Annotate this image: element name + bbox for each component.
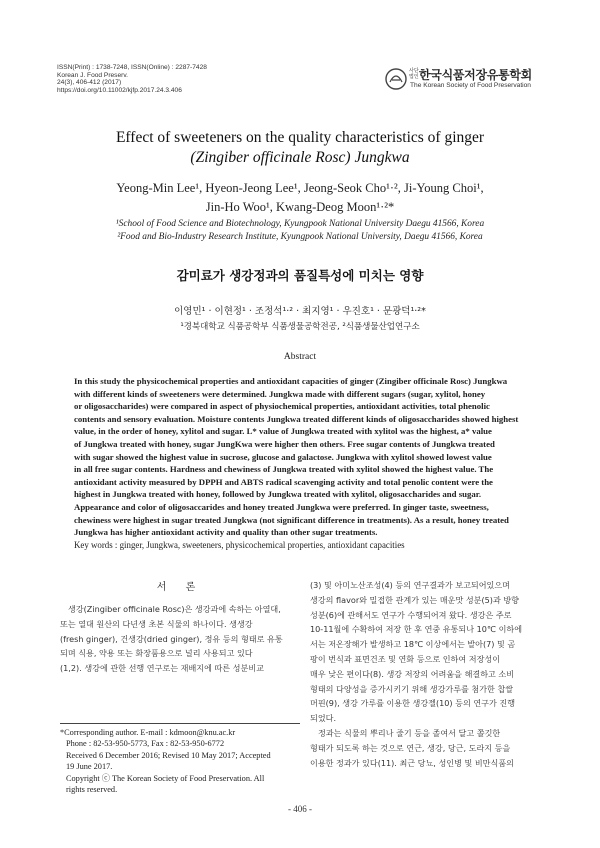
page-number: - 406 -: [288, 804, 312, 814]
affiliation-1: ¹School of Food Science and Biotechnology, Kyungpook National University Daegu 41566, Korea: [115, 219, 485, 229]
body-line: 머핀(9), 생강 가루를 이용한 생강젤(10) 등의 연구가 진행: [310, 698, 516, 709]
body-line: 정과는 식물의 뿌리나 줄기 등을 졸여서 달고 쫄깃한: [318, 727, 501, 738]
accepted-date: 19 June 2017.: [66, 762, 113, 772]
authors-line-2: Jin-Ho Woo¹, Kwang-Deog Moon¹·²*: [205, 200, 395, 214]
body-line: 생강의 flavor와 밀접한 관계가 있는 매운맛 성분(5)과 방향: [310, 594, 519, 605]
intro-left-column: [60, 602, 300, 676]
society-name-korean: 한국식품저장유통학회: [419, 68, 532, 82]
body-line: 매우 낮은 편이다(8). 생강 저장의 어려움을 해결하고 소비: [310, 668, 515, 679]
received-dates: Received 6 December 2016; Revised 10 May 2017; Accepted: [66, 750, 271, 760]
abstract-line: with different kinds of sweeteners were determined. Jungkwa made with different sugars (sugar, xylitol, honey: [74, 388, 486, 399]
korean-authors: 이영민¹ · 이현정¹ · 조정석¹·² · 최지영¹ · 우진호¹ · 문광덕¹·²*: [174, 306, 426, 317]
abstract-body: [74, 375, 532, 539]
body-line: 성분(6)에 관해서도 연구가 수행되어져 왔다. 생강은 주로: [310, 609, 512, 620]
abstract-line: antioxidant activity measured by DPPH and ABTS radical scavenging activity and total penolic content were the: [74, 476, 493, 487]
abstract-line: with sugar showed the highest value in sucrose, glucose and galactose. Jungkwa with xylitol showed lowest value: [74, 451, 492, 462]
paper-title-line-2: (Zingiber officinale Rosc) Jungkwa: [190, 149, 410, 166]
affiliation-2: ²Food and Bio-Industry Research Institute, Kyungpook National University, Daegu 41566, Korea: [117, 232, 483, 242]
authors-line-1: Yeong-Min Lee¹, Hyeon-Jeong Lee¹, Jeong-Seok Cho¹·², Ji-Young Choi¹,: [116, 181, 484, 195]
korean-affiliation: ¹경북대학교 식품공학부 식품생물공학전공, ²식품생물산업연구소: [180, 322, 420, 332]
body-line: 형태가 되도록 하는 것으로 연근, 생강, 당근, 도라지 등을: [310, 742, 511, 753]
footnote: [60, 727, 304, 795]
journal-info: [57, 64, 207, 94]
society-emblem-icon: [384, 66, 408, 90]
body-line: 10-11월에 수확하여 저장 한 후 연중 유통되나 10℃ 이하에: [310, 624, 523, 635]
section-heading-introduction: 서 론: [156, 582, 204, 593]
abstract-line: or oligosaccharides) were compared in aspect of physiochemical properties, antioxidant activities, total phenolic: [74, 401, 490, 412]
abstract-line: Appearance and color of oligosaccarides and honey treated Jungkwa were preferred. In ginger taste, sweetness,: [74, 501, 489, 512]
abstract-heading: Abstract: [283, 352, 317, 362]
abstract-line: value, in the order of honey, xylitol and sugar. L* value of Jungkwa treated with xylitol was the highest, a* value: [74, 426, 492, 437]
corresponding-author: *Corresponding author. E-mail : kdmoon@knu.ac.kr: [60, 728, 236, 737]
abstract-line: contents and sensory evaluation. Moisture contents Jungkwa treated different kinds of oligosaccharides showed highest: [74, 413, 519, 424]
body-line: 팡이 번식과 표면건조 및 연화 등으로 인하여 저장성이: [310, 653, 501, 664]
korean-title: 감미료가 생강정과의 품질특성에 미치는 영향: [176, 268, 424, 283]
paper-title-line-1: Effect of sweeteners on the quality characteristics of ginger: [115, 129, 485, 146]
abstract-line: of Jungkwa treated with honey, sugar JungKwa were higher then others. Free sugar contents of Jungkwa treated: [74, 438, 495, 449]
society-logo: [384, 66, 552, 96]
species-name: Zingiber officinale Rosc: [195, 149, 346, 166]
body-line: 또는 열대 원산의 다년생 초본 식물의 하나이다. 생생강: [60, 618, 253, 629]
copyright-line: Copyright ⓒ The Korean Society of Food Preservation. All: [66, 773, 265, 783]
copyright-rights: rights reserved.: [66, 785, 118, 795]
body-line: 생강(Zingiber officinale Rosc)은 생강과에 속하는 아열대,: [68, 604, 281, 614]
abstract-line: In this study the physicochemical properties and antioxidant capacities of ginger (Zingiber officinale Rosc) Jungkwa: [74, 376, 508, 386]
body-line: 되었다.: [310, 713, 337, 724]
issn-line: ISSN(Print) : 1738-7248, ISSN(Online) : 2287-7428: [57, 64, 207, 71]
journal-name: Korean J. Food Preserv.: [57, 71, 128, 79]
contact-phone: Phone : 82-53-950-5773, Fax : 82-53-950-6772: [66, 739, 225, 749]
abstract-line: in all free sugar contents. Hardness and chewiness of Jungkwa treated with xylitol showed the highest value. The: [74, 464, 494, 475]
body-line: 형태의 다양성을 증가시키기 위해 생강가루를 첨가한 찹쌀: [310, 683, 514, 694]
abstract-line: highest in Jungkwa treated with honey, followed by Jungkwa treated with xylitol, oligosaccharides and sugar.: [74, 489, 482, 500]
body-line: 되며 식용, 약용 또는 화장품용으로 널리 사용되고 있다: [60, 648, 253, 659]
volume-pages: 24(3), 406-412 (2017): [57, 79, 122, 87]
body-line: 서는 저온장해가 발생하고 18℃ 이상에서는 발아(7) 및 곰: [310, 639, 516, 650]
body-line: 이용한 정과가 있다(11). 최근 당뇨, 성인병 및 비만식품의: [310, 757, 514, 768]
doi-link[interactable]: https://doi.org/10.11002/kjfp.2017.24.3.406: [57, 86, 182, 94]
product-name: Jungkwa: [354, 149, 410, 166]
society-type-label: 사단 법인: [409, 68, 419, 80]
abstract-line: chewiness were highest in sugar treated Jungkwa (not significant difference in treatments). As a result, honey treated: [74, 514, 509, 525]
body-line: (fresh ginger), 건생강(dried ginger), 정유 등의 형태로 유통: [60, 633, 283, 644]
body-line: (3) 및 아미노산조성(4) 등의 연구결과가 보고되어있으며: [310, 580, 510, 590]
abstract-line: Jungkwa has higher antioxidant activity and quality than other sugar treatments.: [74, 527, 378, 538]
body-line: (1,2). 생강에 관한 선행 연구로는 재배지에 따른 성분비교: [60, 663, 264, 674]
keywords: Key words : ginger, Jungkwa, sweeteners, physicochemical properties, antioxidant capacities: [74, 540, 405, 550]
society-name-english: The Korean Society of Food Preservation: [410, 82, 531, 89]
footnote-divider: [60, 723, 300, 724]
intro-right-column: [310, 578, 542, 770]
